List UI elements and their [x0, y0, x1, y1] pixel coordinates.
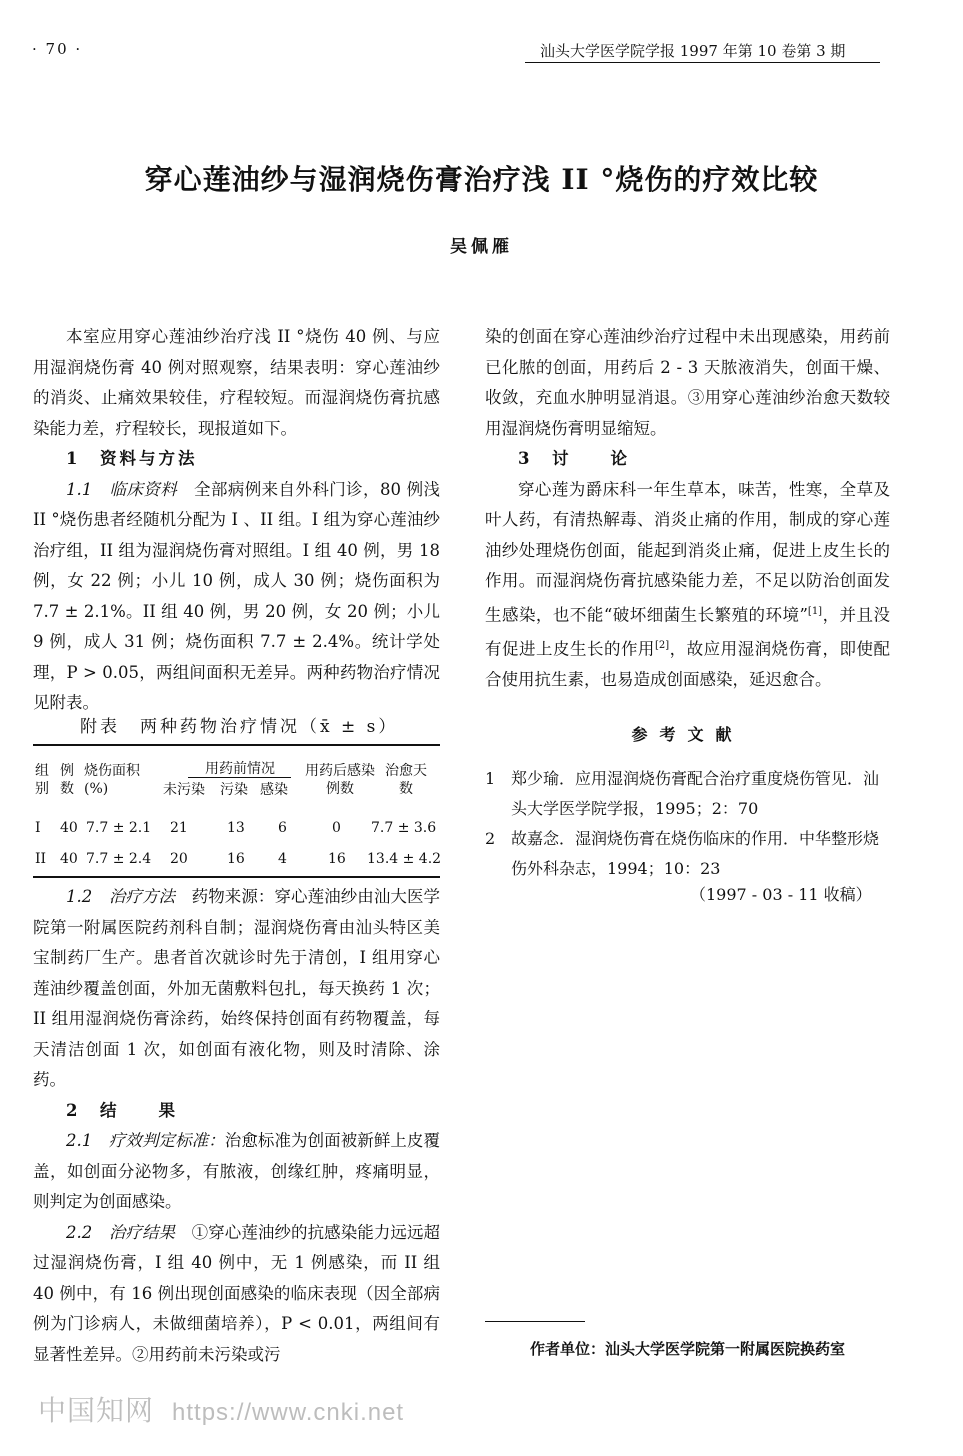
cell-infected: 6: [278, 820, 287, 836]
cell-clean: 21: [170, 820, 188, 836]
cell-post: 0: [332, 820, 341, 836]
cell-clean: 20: [170, 851, 188, 867]
table-sub-rule: [188, 777, 291, 778]
cell-heal: 13.4 ± 4.2: [367, 851, 442, 867]
header-group: 组别: [35, 763, 49, 797]
cell-dirty: 16: [227, 851, 245, 867]
cell-cases: 40: [60, 851, 78, 867]
header-area: 烧伤面积(%): [84, 763, 140, 797]
treatment-method-paragraph: [33, 882, 440, 1096]
header-rule: [525, 62, 880, 63]
subsection-label: 2.1 疗效判定标准：: [66, 1131, 225, 1150]
cell-infected: 4: [278, 851, 287, 867]
reference-text: 故嘉念．湿润烧伤膏在烧伤临床的作用．中华整形烧伤外科杂志，1994；10：23: [511, 829, 880, 878]
cell-group: I: [35, 820, 41, 836]
header-pre-dirty: 污染: [220, 782, 248, 798]
author-name: 吴佩雁: [450, 237, 513, 257]
paper-title: 穿心莲油纱与湿润烧伤膏治疗浅 II °烧伤的疗效比较: [144, 163, 819, 196]
subsection-text: 药物来源：穿心莲油纱由汕大医学院第一附属医院药剂科自制；湿润烧伤膏由汕头特区美宝制药厂生产。患者首次就诊时先于清创，I 组用穿心莲油纱覆盖创面，外加无菌敷料包扎，每天换药 1 次；II 组用湿润烧伤膏涂药，始终保持创面有药物覆盖，每天清洁创面 1 次，如创面有液化物，则及时清除、涂药。: [33, 887, 441, 1089]
header-pre-clean: 未污染: [163, 782, 205, 798]
cell-group: II: [35, 851, 47, 867]
subsection-text: ①穿心莲油纱的抗感染能力远远超过湿润烧伤膏，I 组 40 例中，无 1 例感染，而 II 组 40 例中，有 16 例出现创面感染的临床表现（因全部病例为门诊病人，未做细菌培养），P < 0.01，两组间有显著性差异。②用药前未污染或污: [33, 1222, 441, 1364]
cell-area: 7.7 ± 2.4: [86, 851, 152, 867]
reference-number: 1: [485, 769, 496, 788]
subsection-label: 1.1 临床资料: [66, 479, 178, 499]
cell-post: 16: [328, 851, 346, 867]
subsection-text: 治愈标准为创面被新鲜上皮覆盖，如创面分泌物多，有脓液，创缘红肿，疼痛明显，则判定为创面感染。: [33, 1131, 440, 1211]
subsection-label: 2.2 治疗结果: [66, 1222, 176, 1242]
cell-heal: 7.7 ± 3.6: [371, 820, 437, 836]
table-top-rule: [33, 744, 440, 746]
reference-item: [485, 764, 890, 824]
cell-area: 7.7 ± 2.1: [86, 820, 152, 836]
criteria-paragraph: [33, 1126, 440, 1218]
subsection-text: 全部病例来自外科门诊，80 例浅 II °烧伤患者经随机分配为 I 、II 组。I 组为穿心莲油纱治疗组，II 组为湿润烧伤膏对照组。I 组 40 例，男 18 例，女 22 例；小儿 10 例，成人 30 例；烧伤面积为 7.7 ± 2.1%。II 组 40 例，男 20 例，女 20 例；小儿 9 例，成人 31 例；烧伤面积 7.7 ± 2.4%。统计学处理，P > 0.05，两组间面积无差异。两种药物治疗情况见附表。: [33, 479, 440, 712]
left-column-top: [33, 322, 440, 719]
discussion-text: 穿心莲为爵床科一年生草本，味苦，性寒，全草及叶人药，有清热解毒、消炎止痛的作用，制成的穿心莲油纱处理烧伤创面，能起到消炎止痛，促进上皮生长的作用。而湿润烧伤膏抗感染能力差，不足以防治创面发生感染，也不能“破坏细菌生长繁殖的环境”: [485, 479, 890, 624]
author-affiliation: 作者单位：汕头大学医学院第一附属医院换药室: [530, 1340, 846, 1358]
discussion-text: ，故应用湿润烧伤膏，即使配合使用抗生素，也易造成创面感染，延迟愈合。: [485, 639, 891, 689]
header-heal-days: 治愈天数: [385, 763, 427, 797]
citation-1: [1]: [807, 605, 823, 617]
reference-text: 郑少瑜．应用湿润烧伤膏配合治疗重度烧伤管见．汕头大学医学院学报，1995；2：70: [511, 769, 880, 818]
reference-number: 2: [485, 829, 496, 848]
table-bottom-rule: [33, 876, 440, 878]
clinical-data-paragraph: [33, 475, 440, 719]
header-pre-infected: 感染: [260, 782, 288, 798]
section-heading-discussion: 3 讨 论: [518, 449, 630, 468]
page-number: · 70 ·: [32, 40, 83, 58]
section-heading-results: 2 结 果: [66, 1100, 178, 1120]
watermark: [38, 1389, 404, 1429]
journal-header: 汕头大学医学院学报 1997 年第 10 卷第 3 期: [540, 42, 846, 60]
header-pre: 用药前情况: [205, 761, 275, 777]
header-post-infection: 用药后感染例数: [305, 763, 375, 797]
intro-paragraph: 本室应用穿心莲油纱治疗浅 II °烧伤 40 例、与应用湿润烧伤膏 40 例对照观察，结果表明：穿心莲油纱的消炎、止痛效果较佳，疗程较短。而湿润烧伤膏抗感染能力差，疗程较长，现报道如下。: [33, 327, 440, 438]
watermark-brand: 中国知网: [38, 1395, 155, 1426]
footnote-rule: [485, 1321, 585, 1322]
received-date: （1997 - 03 - 11 收稿）: [690, 885, 872, 904]
results-paragraph: [33, 1218, 440, 1371]
discussion-text: ，并且没有促进上皮生长的作用: [485, 605, 890, 658]
references-heading: 参考文献: [631, 725, 744, 744]
cell-cases: 40: [60, 820, 78, 836]
watermark-url: https://www.cnki.net: [172, 1399, 405, 1426]
section-heading-methods: 1 资料与方法: [66, 449, 198, 468]
left-column-bottom: [33, 882, 440, 1370]
cell-dirty: 13: [227, 820, 245, 836]
subsection-label: 1.2 治疗方法: [66, 887, 176, 906]
citation-2: [2]: [654, 639, 670, 651]
reference-item: [485, 824, 890, 884]
results-continued-paragraph: 染的创面在穿心莲油纱治疗过程中未出现感染，用药前已化脓的创面，用药后 2 - 3 天脓液消失，创面干燥、收敛，充血水肿明显消退。③用穿心莲油纱治愈天数较用湿润烧伤膏明显缩短。: [485, 327, 890, 438]
references-list: [485, 764, 890, 884]
header-cases: 例数: [60, 763, 74, 797]
table-caption: 附表 两种药物治疗情况（x̄ ± s）: [80, 717, 399, 737]
right-column: [485, 322, 890, 695]
discussion-paragraph: [485, 475, 890, 696]
